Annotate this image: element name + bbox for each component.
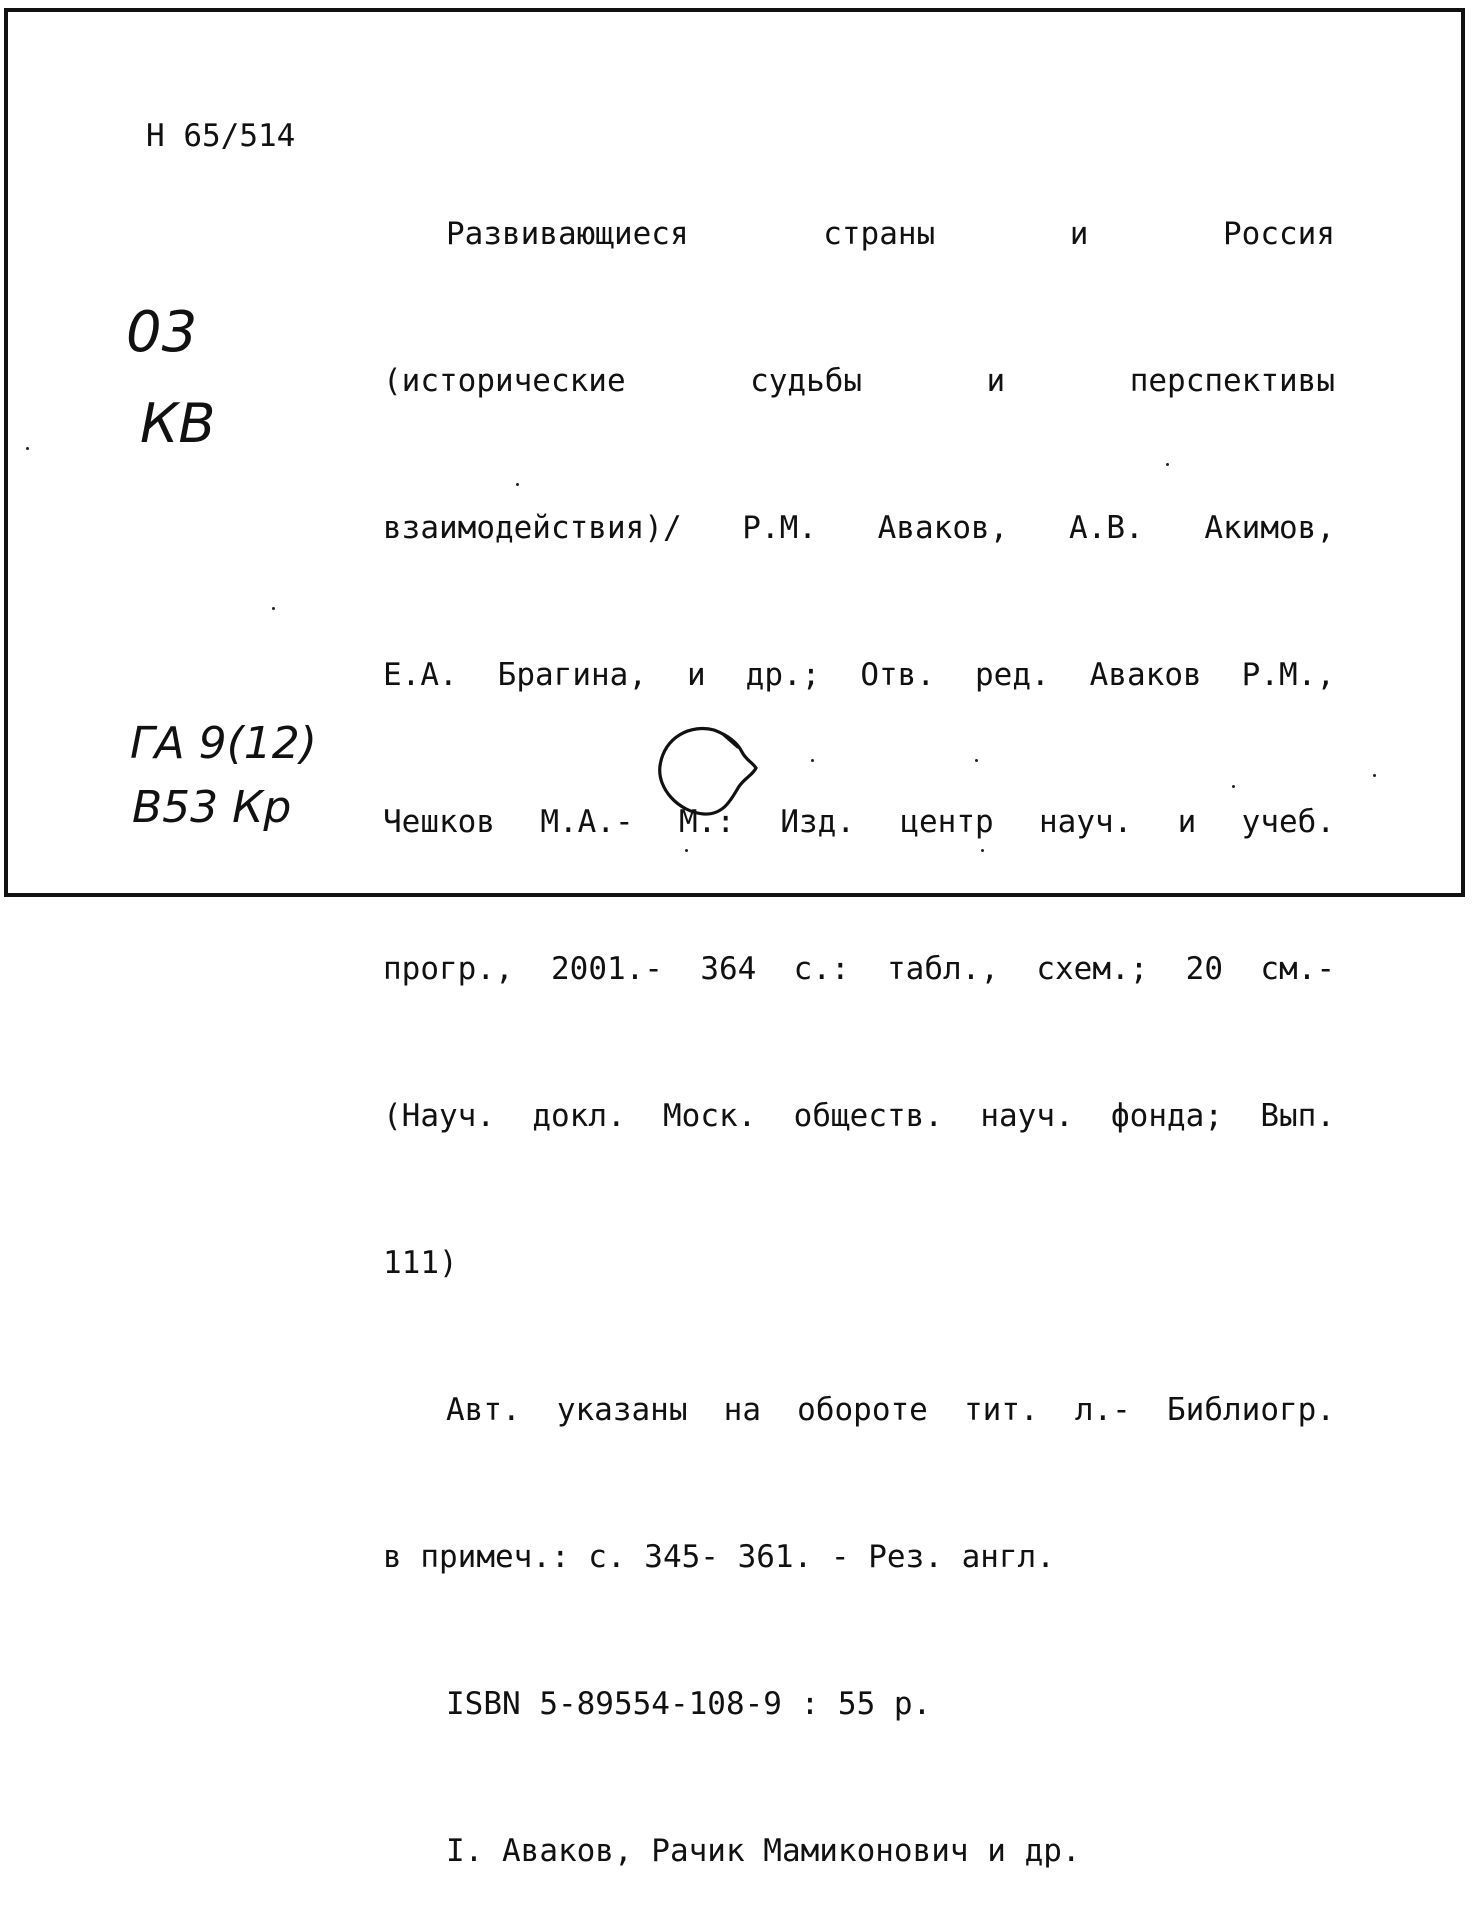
scan-speck [516, 483, 519, 486]
library-stamp [652, 722, 764, 822]
handwritten-shelf-mark: ГА 9(12) [130, 718, 317, 769]
handwritten-author-mark: В53 Кр [132, 782, 292, 833]
scan-speck [1166, 463, 1169, 466]
scan-speck [981, 849, 984, 852]
handwritten-code-kv: КВ [140, 392, 216, 455]
entry-line-7: (Науч. докл. Моск. обществ. науч. фонда; Вып. [383, 1098, 1335, 1134]
scan-speck [811, 759, 814, 762]
entry-line-2: (исторические судьбы и перспективы [383, 363, 1335, 399]
entry-line-3: взаимодействия)/ Р.М. Аваков, А.В. Акимов, [383, 510, 1335, 546]
entry-line-6: прогр., 2001.- 364 с.: табл., схем.; 20 см.- [383, 951, 1335, 987]
added-entry-line: I. Аваков, Рачик Мамиконович и др. [446, 1833, 1081, 1869]
entry-line-5: Чешков М.А.- М.: Изд. центр науч. и учеб. [383, 804, 1335, 840]
scan-speck [1373, 774, 1376, 777]
note-line-1: Авт. указаны на обороте тит. л.- Библиогр. [446, 1392, 1335, 1428]
note-line-2: в примеч.: с. 345- 361. - Рез. англ. [383, 1539, 1055, 1575]
call-number: Н 65/514 [146, 118, 296, 154]
handwritten-code-03: 03 [126, 300, 198, 365]
bibliographic-entry [383, 112, 1335, 1925]
entry-line-8: 111) [383, 1245, 458, 1281]
scan-speck [975, 759, 978, 762]
isbn-line: ISBN 5-89554-108-9 : 55 р. [446, 1686, 932, 1722]
scan-speck [685, 849, 688, 852]
scan-speck [272, 607, 275, 610]
entry-line-4: Е.А. Брагина, и др.; Отв. ред. Аваков Р.М., [383, 657, 1335, 693]
scan-speck [1232, 785, 1235, 788]
scan-speck [26, 447, 29, 450]
entry-line-1: Развивающиеся страны и Россия [446, 216, 1335, 252]
